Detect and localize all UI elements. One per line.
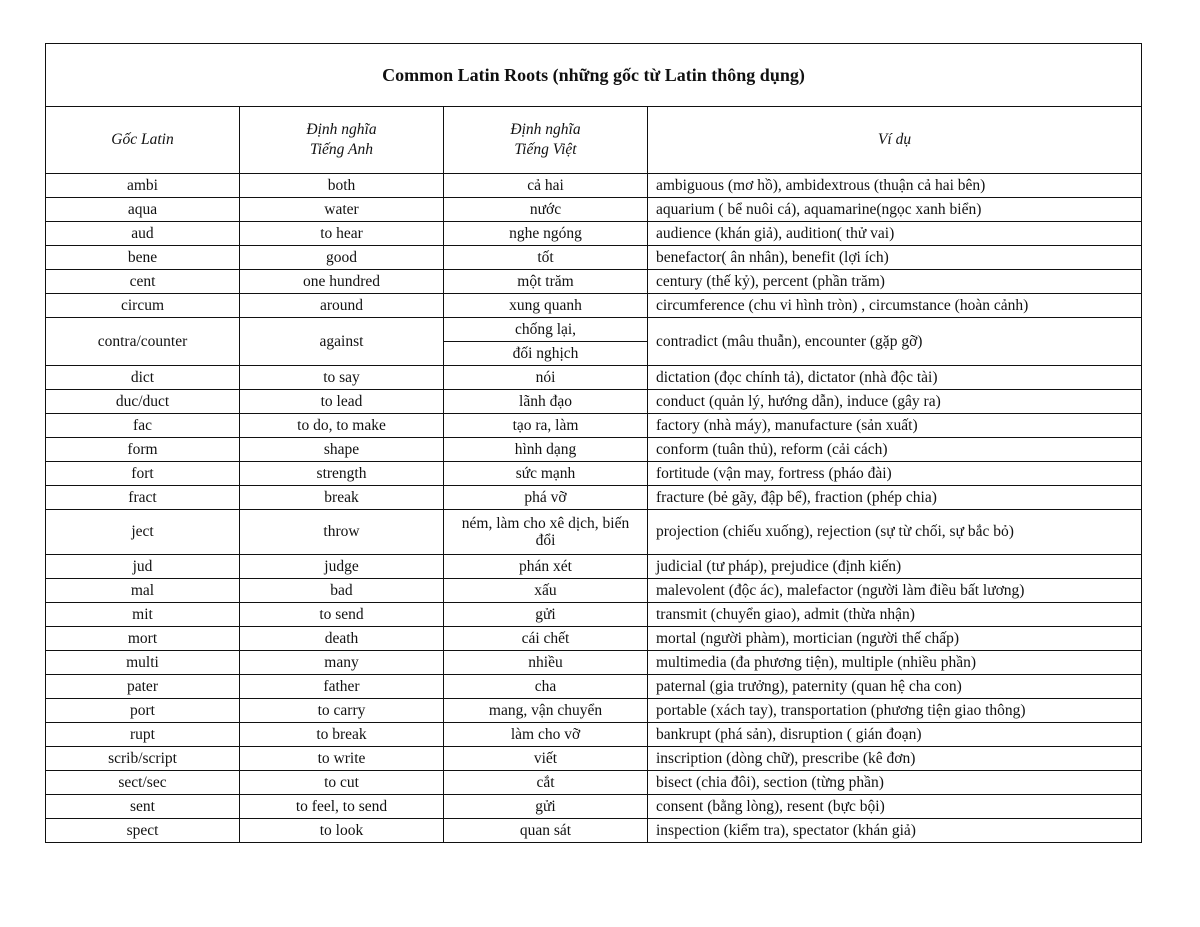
cell-vietnamese: gửi <box>444 795 648 819</box>
cell-vietnamese: một trăm <box>444 270 648 294</box>
cell-vietnamese: viết <box>444 747 648 771</box>
table-title: Common Latin Roots (những gốc từ Latin thông dụng) <box>46 44 1142 107</box>
cell-vietnamese: lãnh đạo <box>444 390 648 414</box>
cell-root: duc/duct <box>46 390 240 414</box>
cell-english: to write <box>240 747 444 771</box>
table-row <box>46 222 1142 246</box>
cell-root: contra/counter <box>46 318 240 366</box>
cell-vietnamese: hình dạng <box>444 438 648 462</box>
cell-english: to break <box>240 723 444 747</box>
header-example: Ví dụ <box>648 107 1142 174</box>
cell-root: fort <box>46 462 240 486</box>
cell-vietnamese: nghe ngóng <box>444 222 648 246</box>
cell-root: aud <box>46 222 240 246</box>
table-row <box>46 414 1142 438</box>
cell-vietnamese: phán xét <box>444 555 648 579</box>
cell-vietnamese: gửi <box>444 603 648 627</box>
cell-example: conduct (quản lý, hướng dẫn), induce (gây ra) <box>648 390 1142 414</box>
cell-english: to cut <box>240 771 444 795</box>
cell-vietnamese: tạo ra, làm <box>444 414 648 438</box>
cell-root: mort <box>46 627 240 651</box>
table-row <box>46 603 1142 627</box>
cell-root: dict <box>46 366 240 390</box>
cell-root: fac <box>46 414 240 438</box>
cell-english: father <box>240 675 444 699</box>
cell-vietnamese: sức mạnh <box>444 462 648 486</box>
table-row <box>46 318 1142 342</box>
table-row <box>46 771 1142 795</box>
cell-english: judge <box>240 555 444 579</box>
header-english-line1: Định nghĩa <box>306 121 377 138</box>
cell-english: to send <box>240 603 444 627</box>
latin-roots-table <box>45 43 1142 843</box>
cell-vietnamese: cái chết <box>444 627 648 651</box>
cell-english: to look <box>240 819 444 843</box>
cell-english: to say <box>240 366 444 390</box>
cell-example: benefactor( ân nhân), benefit (lợi ích) <box>648 246 1142 270</box>
table-row <box>46 294 1142 318</box>
cell-vietnamese: làm cho vỡ <box>444 723 648 747</box>
cell-example: conform (tuân thủ), reform (cải cách) <box>648 438 1142 462</box>
table-row <box>46 627 1142 651</box>
cell-english: to feel, to send <box>240 795 444 819</box>
header-vietnamese-line1: Định nghĩa <box>510 121 581 138</box>
cell-root: mal <box>46 579 240 603</box>
cell-english: to hear <box>240 222 444 246</box>
cell-example: contradict (mâu thuẫn), encounter (gặp gỡ) <box>648 318 1142 366</box>
header-english <box>240 107 444 174</box>
cell-example: portable (xách tay), transportation (phương tiện giao thông) <box>648 699 1142 723</box>
cell-english: one hundred <box>240 270 444 294</box>
table-row <box>46 555 1142 579</box>
cell-vietnamese: ném, làm cho xê dịch, biến đổi <box>444 510 648 555</box>
header-root: Gốc Latin <box>46 107 240 174</box>
cell-root: pater <box>46 675 240 699</box>
cell-english: throw <box>240 510 444 555</box>
table-row <box>46 198 1142 222</box>
cell-root: jud <box>46 555 240 579</box>
cell-root: cent <box>46 270 240 294</box>
cell-root: mit <box>46 603 240 627</box>
cell-example: multimedia (đa phương tiện), multiple (nhiều phần) <box>648 651 1142 675</box>
cell-vietnamese: quan sát <box>444 819 648 843</box>
cell-root: spect <box>46 819 240 843</box>
cell-vietnamese-line2: đối nghịch <box>444 342 648 366</box>
cell-english: death <box>240 627 444 651</box>
cell-example: aquarium ( bể nuôi cá), aquamarine(ngọc xanh biển) <box>648 198 1142 222</box>
cell-root: ambi <box>46 174 240 198</box>
cell-english: many <box>240 651 444 675</box>
cell-example: paternal (gia trưởng), paternity (quan hệ cha con) <box>648 675 1142 699</box>
cell-vietnamese: cha <box>444 675 648 699</box>
header-vietnamese-line2: Tiếng Việt <box>514 141 577 158</box>
cell-root: rupt <box>46 723 240 747</box>
cell-example: judicial (tư pháp), prejudice (định kiến) <box>648 555 1142 579</box>
cell-example: malevolent (độc ác), malefactor (người làm điều bất lương) <box>648 579 1142 603</box>
cell-example: circumference (chu vi hình tròn) , circumstance (hoàn cảnh) <box>648 294 1142 318</box>
cell-root: circum <box>46 294 240 318</box>
cell-vietnamese: xấu <box>444 579 648 603</box>
cell-root: scrib/script <box>46 747 240 771</box>
header-row <box>46 107 1142 174</box>
cell-vietnamese: cắt <box>444 771 648 795</box>
cell-example: mortal (người phàm), mortician (người thế chấp) <box>648 627 1142 651</box>
header-english-line2: Tiếng Anh <box>309 141 373 158</box>
cell-example: fracture (bẻ gãy, đập bể), fraction (phép chia) <box>648 486 1142 510</box>
table-row <box>46 174 1142 198</box>
table-row <box>46 438 1142 462</box>
table-body <box>46 174 1142 843</box>
cell-english: break <box>240 486 444 510</box>
table-row <box>46 366 1142 390</box>
cell-vietnamese: nước <box>444 198 648 222</box>
cell-english: around <box>240 294 444 318</box>
cell-example: transmit (chuyển giao), admit (thừa nhận) <box>648 603 1142 627</box>
cell-english: to do, to make <box>240 414 444 438</box>
table-row <box>46 699 1142 723</box>
cell-vietnamese: mang, vận chuyển <box>444 699 648 723</box>
cell-english: bad <box>240 579 444 603</box>
cell-vietnamese: tốt <box>444 246 648 270</box>
cell-root: fract <box>46 486 240 510</box>
cell-example: inscription (dòng chữ), prescribe (kê đơn) <box>648 747 1142 771</box>
table-row <box>46 270 1142 294</box>
cell-example: century (thế kỷ), percent (phần trăm) <box>648 270 1142 294</box>
table-row <box>46 246 1142 270</box>
cell-english: water <box>240 198 444 222</box>
cell-example: projection (chiếu xuống), rejection (sự từ chối, sự bắc bỏ) <box>648 510 1142 555</box>
table-row <box>46 486 1142 510</box>
table-row <box>46 819 1142 843</box>
cell-root: sent <box>46 795 240 819</box>
cell-english: both <box>240 174 444 198</box>
cell-root: bene <box>46 246 240 270</box>
table-row <box>46 651 1142 675</box>
cell-example: dictation (đọc chính tả), dictator (nhà độc tài) <box>648 366 1142 390</box>
table-row <box>46 723 1142 747</box>
cell-example: consent (bằng lòng), resent (bực bội) <box>648 795 1142 819</box>
cell-english: good <box>240 246 444 270</box>
cell-english: to lead <box>240 390 444 414</box>
table-row <box>46 795 1142 819</box>
table-row <box>46 390 1142 414</box>
cell-example: factory (nhà máy), manufacture (sản xuất) <box>648 414 1142 438</box>
cell-root: form <box>46 438 240 462</box>
cell-example: inspection (kiểm tra), spectator (khán giả) <box>648 819 1142 843</box>
header-vietnamese <box>444 107 648 174</box>
cell-example: audience (khán giả), audition( thử vai) <box>648 222 1142 246</box>
cell-root: ject <box>46 510 240 555</box>
table-row <box>46 579 1142 603</box>
cell-example: ambiguous (mơ hồ), ambidextrous (thuận cả hai bên) <box>648 174 1142 198</box>
latin-roots-sheet <box>45 43 1141 843</box>
cell-root: sect/sec <box>46 771 240 795</box>
cell-english: to carry <box>240 699 444 723</box>
cell-example: bisect (chia đôi), section (từng phần) <box>648 771 1142 795</box>
cell-vietnamese: nhiều <box>444 651 648 675</box>
cell-vietnamese: chống lại, <box>444 318 648 342</box>
cell-vietnamese: nói <box>444 366 648 390</box>
table-row <box>46 510 1142 555</box>
cell-root: port <box>46 699 240 723</box>
cell-example: fortitude (vận may, fortress (pháo đài) <box>648 462 1142 486</box>
cell-english: strength <box>240 462 444 486</box>
cell-root: multi <box>46 651 240 675</box>
cell-root: aqua <box>46 198 240 222</box>
cell-vietnamese: phá vỡ <box>444 486 648 510</box>
cell-example: bankrupt (phá sản), disruption ( gián đoạn) <box>648 723 1142 747</box>
cell-vietnamese: xung quanh <box>444 294 648 318</box>
cell-vietnamese: cả hai <box>444 174 648 198</box>
cell-english: shape <box>240 438 444 462</box>
table-row <box>46 747 1142 771</box>
cell-english: against <box>240 318 444 366</box>
table-row <box>46 462 1142 486</box>
table-row <box>46 675 1142 699</box>
